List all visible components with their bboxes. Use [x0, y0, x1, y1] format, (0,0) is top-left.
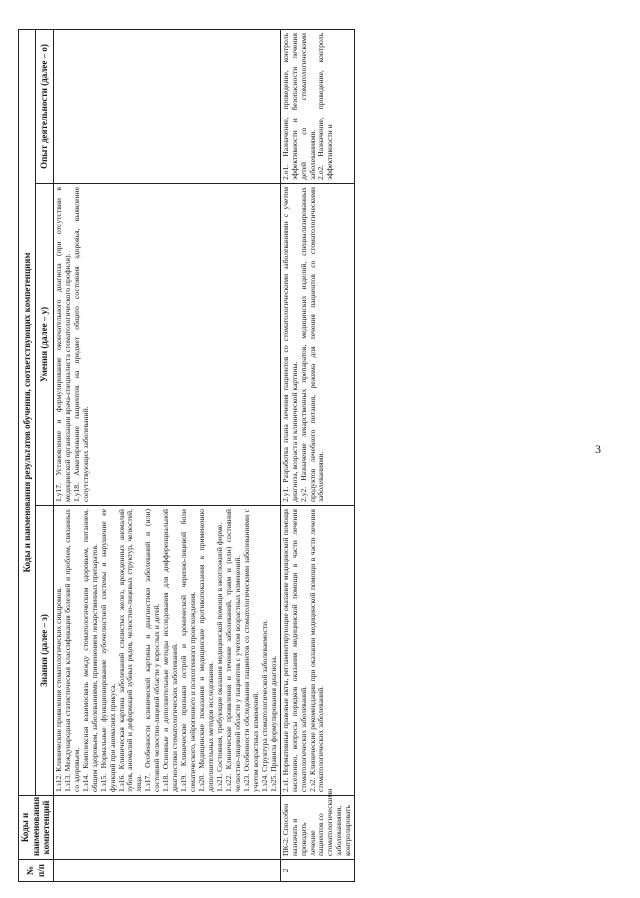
competency-table	[18, 29, 355, 882]
row-number-cell	[53, 860, 280, 882]
header-row-1	[19, 30, 36, 882]
knowledge-item: 1.з25. Правила формулирования диагноза.	[268, 655, 278, 792]
knowledge-item: 1.з22. Клинические проявления и течение заболеваний, травм и (или) состояний челюстно-лицевой области у пациентов с учетом возрастных изменений.	[223, 509, 242, 792]
knowledge-item: 1.з17. Особенности клинической картины и диагностики заболеваний и (или) состояний челюстно-лицевой области у взрослых и детей.	[143, 509, 162, 792]
competency-table-sheet	[18, 30, 578, 882]
header-row-2	[36, 30, 53, 882]
knowledge-item: 1.з23. Особенности обследования пациентов со стоматологическими заболеваниями с учетом возрастных изменений.	[241, 509, 260, 792]
results-group-header: Коды и наименования результатов обучения, соответствующих компетенциям	[19, 30, 36, 796]
col-knowledge-header: Знания (далее – з)	[36, 506, 53, 796]
knowledge-item: 2.з1. Нормативные правовые акты, регламентирующие оказание медицинской помощи населению, вопросы порядков оказания медицинской помощи в части лечения стоматологических заболеваний.	[280, 509, 308, 792]
knowledge-item: 2.з2. Клинические рекомендации при оказании медицинской помощи в части лечения стоматологических заболеваний.	[307, 509, 326, 792]
skills-cell	[53, 184, 280, 506]
col-skills-header: Умения (далее – у)	[36, 184, 53, 506]
knowledge-item: 1.з19. Клинические признаки острой и хронической черепно-лицевой боли соматического, нейрогенного и психогенного происхождения.	[179, 509, 198, 792]
page-number: 3	[595, 442, 601, 456]
skills-item: 2.у2. Назначение лекарственных препаратов, медицинских изделий, специализированных продуктов лечебного питания, режима для лечения пациентов со стоматологическими заболеваниями.	[298, 187, 326, 502]
row-number-cell: 2	[280, 860, 355, 882]
col-codes-header: Коды и наименования компетенций	[19, 796, 54, 860]
knowledge-cell	[280, 506, 355, 796]
knowledge-cell	[53, 506, 280, 796]
experience-cell	[53, 30, 280, 184]
skills-item: 1.у18. Анкетирование пациентов на предмет общего состояния здоровья, выявление сопутствующих заболеваний.	[71, 187, 90, 502]
knowledge-item: 1.з12. Клинические проявления стоматологических синдромов.	[53, 586, 63, 792]
col-num-header: № п/п	[19, 860, 54, 882]
knowledge-item: 1.з20. Медицинские показания и медицинские противопоказания к применению дополнительных методов исследования.	[197, 509, 216, 792]
skills-item: 1.у17. Установление и формулирование окончательного диагноза (при отсутствии в медицинской организации врача-специалиста стоматологического профиля).	[53, 187, 72, 502]
knowledge-item: 1.з13. Международная статистическая классификация болезней и проблем, связанных со здоровьем.	[62, 509, 81, 792]
experience-item: 2.о2. Назначение, проведение, контроль эффективности и	[316, 33, 335, 180]
knowledge-item: 1.з21. Состояния, требующие оказания медицинской помощи в неотложной форме.	[214, 522, 224, 792]
table-row	[53, 30, 280, 882]
competency-cell	[53, 796, 280, 860]
skills-item: 2.у1. Разработка плана лечения пациентов со стоматологическими заболеваниями с учетом диагноза, возраста и клинической картины.	[280, 187, 299, 502]
knowledge-item: 1.з18. Основные и дополнительные методы исследования для дифференциальной диагностики стоматологических заболеваний.	[161, 509, 180, 792]
knowledge-item: 1.з15. Нормальные функционирование зубочелюстной системы и нарушение ее функций при аномалиях прикуса.	[98, 509, 117, 792]
table-row	[280, 30, 355, 882]
knowledge-item: 1.з14. Комплексная взаимосвязь между стоматологическим здоровьем, питанием, общим здоровьем, заболеваниями, применением лекарственных препаратов.	[80, 509, 99, 792]
experience-cell	[280, 30, 355, 184]
knowledge-item: 1.з16. Клиническая картина заболеваний слизистых желез, врожденных аномалий зубов, аномалий и деформаций зубных рядов, челюстно-лицевых структур, челюстей, лица.	[116, 509, 144, 792]
knowledge-item: 1.з24. Структура стоматологической заболеваемости.	[259, 619, 269, 792]
competency-cell: ПК-2. Способен назначать и проводить лечение пациентов со стоматологическими заболеваниями, контролировать	[280, 796, 355, 860]
experience-item: 2.о1. Назначение, проведение, контроль эффективности и безопасности лечения детей со стоматологическими заболеваниями.	[280, 33, 317, 180]
col-experience-header: Опыт деятельности (далее – о)	[36, 30, 53, 184]
skills-cell	[280, 184, 355, 506]
